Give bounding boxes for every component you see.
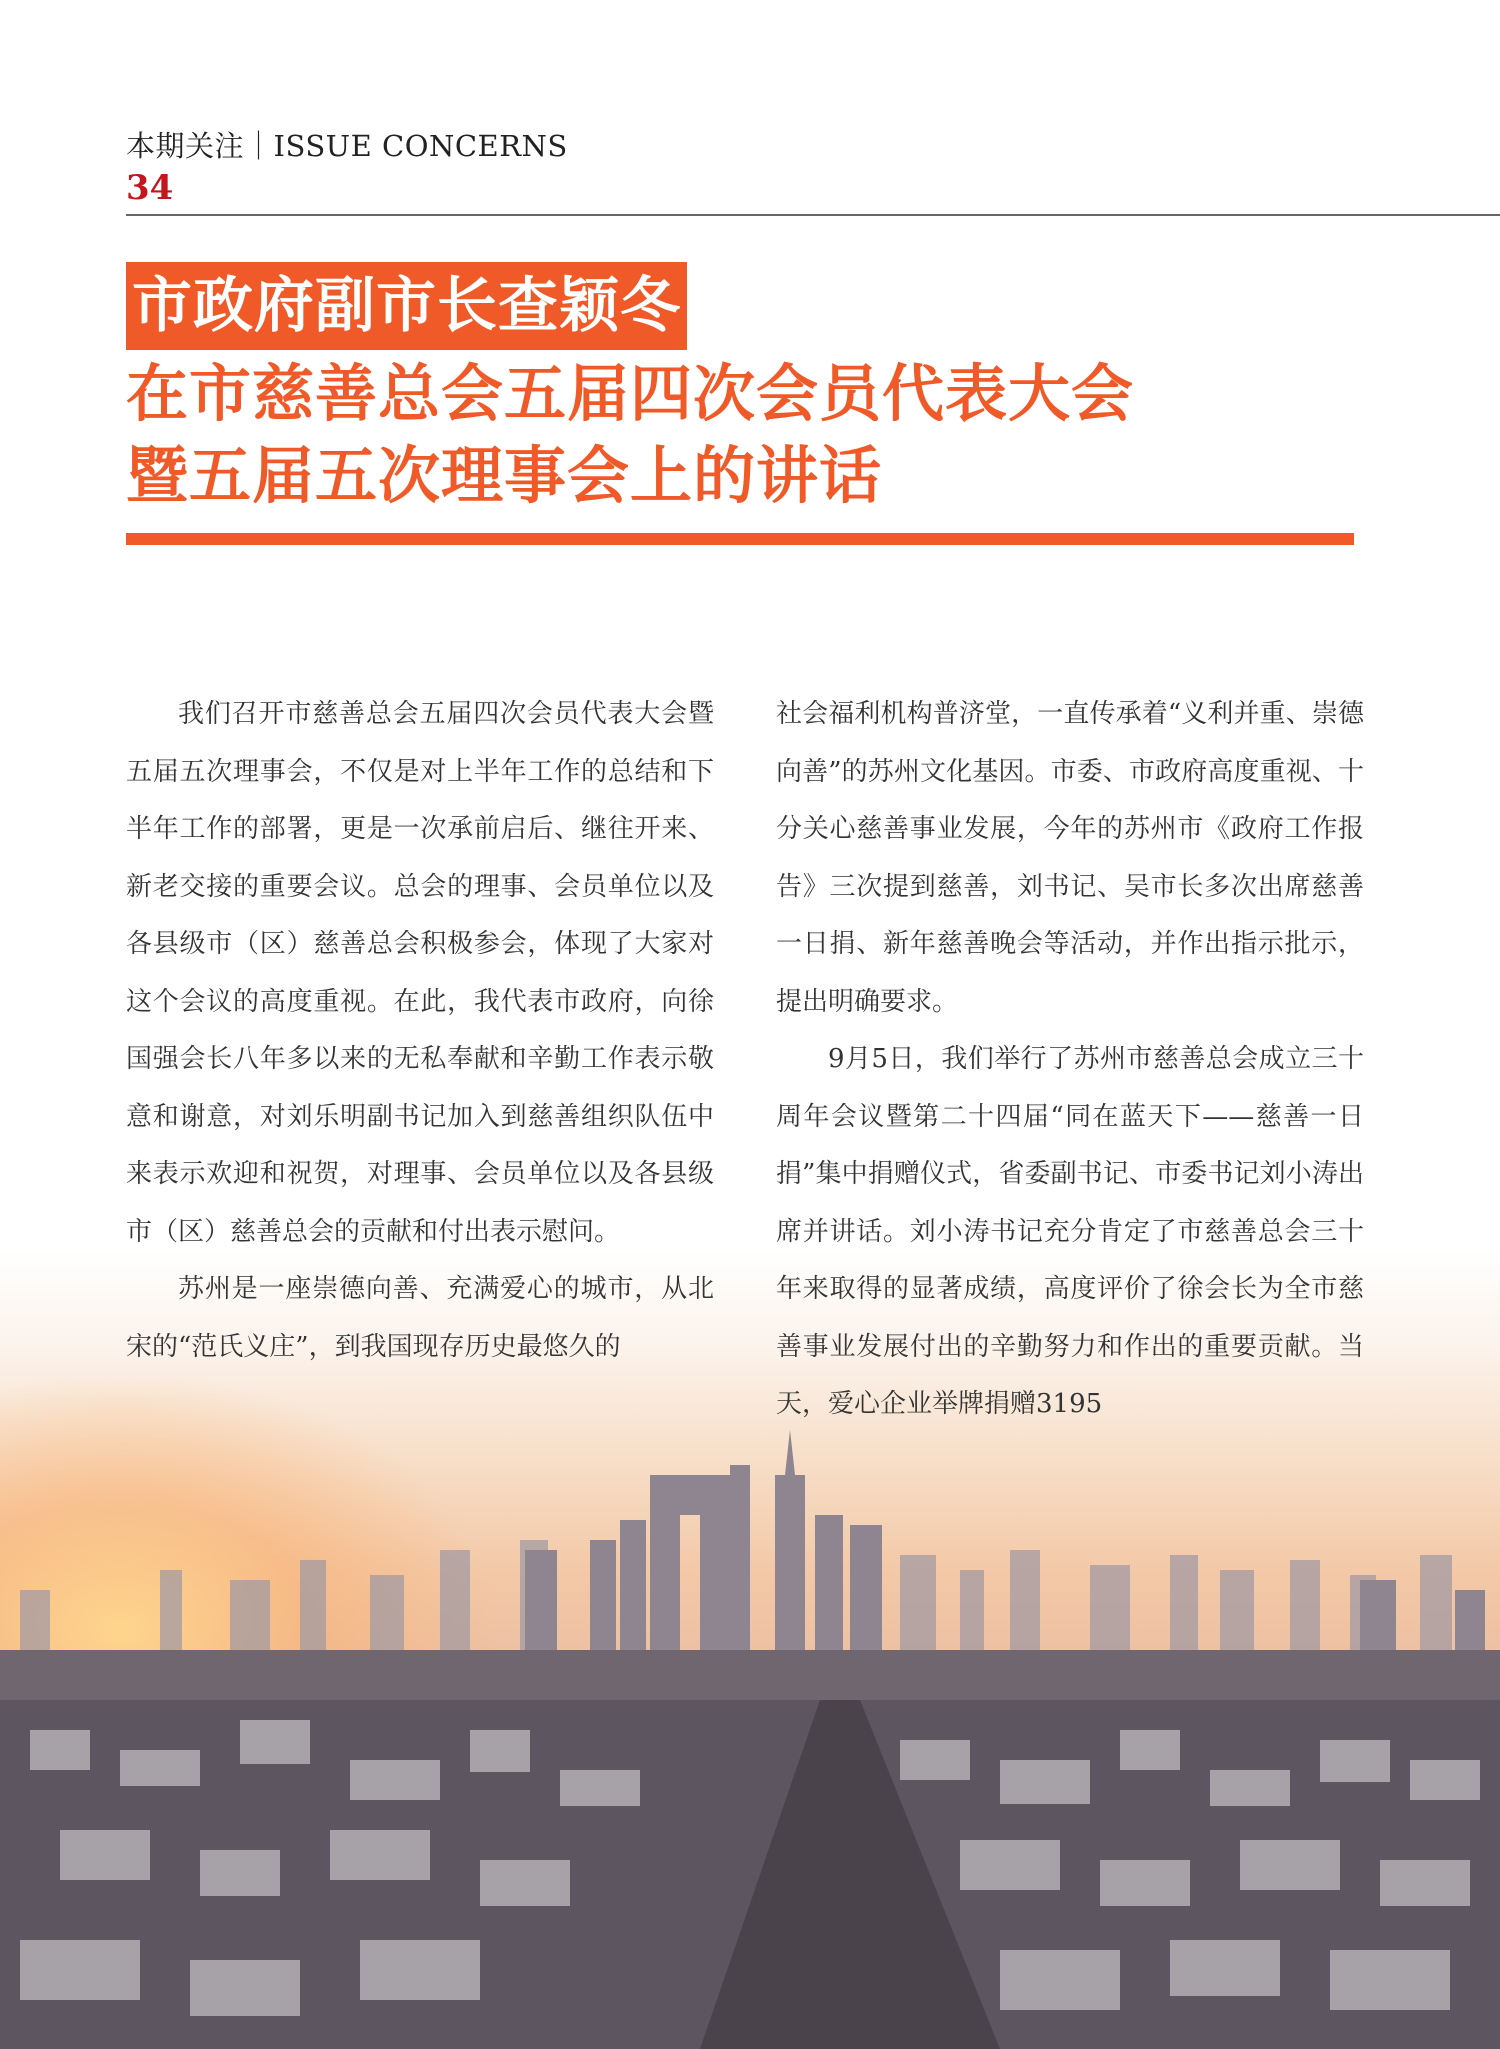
article-column-right (776, 686, 1364, 1434)
article-column-left (126, 686, 714, 1376)
paragraph: 苏州是一座崇德向善、充满爱心的城市，从北宋的“范氏义庄”，到我国现存历史最悠久的 (126, 1274, 714, 1362)
paragraph-continued: 社会福利机构普济堂，一直传承着“义利并重、崇德向善”的苏州文化基因。市委、市政府高度重视、十分关心慈善事业发展，今年的苏州市《政府工作报告》三次提到慈善，刘书记、吴市长多次出席慈善一日捐、新年慈善晚会等活动，并作出指示批示，提出明确要求。 (776, 699, 1364, 1017)
headline-line-2: 在市慈善总会五届四次会员代表大会 (126, 357, 1135, 430)
running-header (126, 126, 568, 208)
page-number: 34 (126, 168, 174, 208)
headline-highlight (126, 262, 687, 350)
headline-line-3: 暨五届五次理事会上的讲话 (126, 439, 883, 512)
section-label: 本期关注｜ISSUE CONCERNS (126, 129, 568, 163)
headline-underline (126, 533, 1354, 545)
header-divider (126, 214, 1500, 216)
headline-line-1: 市政府副市长查颖冬 (126, 262, 687, 350)
paragraph: 我们召开市慈善总会五届四次会员代表大会暨五届五次理事会，不仅是对上半年工作的总结和下半年工作的部署，更是一次承前启后、继往开来、新老交接的重要会议。总会的理事、会员单位以及各县级市（区）慈善总会积极参会，体现了大家对这个会议的高度重视。在此，我代表市政府，向徐国强会长八年多以来的无私奉献和辛勤工作表示敬意和谢意，对刘乐明副书记加入到慈善组织队伍中来表示欢迎和祝贺，对理事、会员单位以及各县级市（区）慈善总会的贡献和付出表示慰问。 (126, 699, 714, 1247)
paragraph: 9月5日，我们举行了苏州市慈善总会成立三十周年会议暨第二十四届“同在蓝天下——慈善一日捐”集中捐赠仪式，省委副书记、市委书记刘小涛出席并讲话。刘小涛书记充分肯定了市慈善总会三十年来取得的显著成绩，高度评价了徐会长为全市慈善事业发展付出的辛勤努力和作出的重要贡献。当天，爱心企业举牌捐赠3195 (776, 1044, 1364, 1419)
